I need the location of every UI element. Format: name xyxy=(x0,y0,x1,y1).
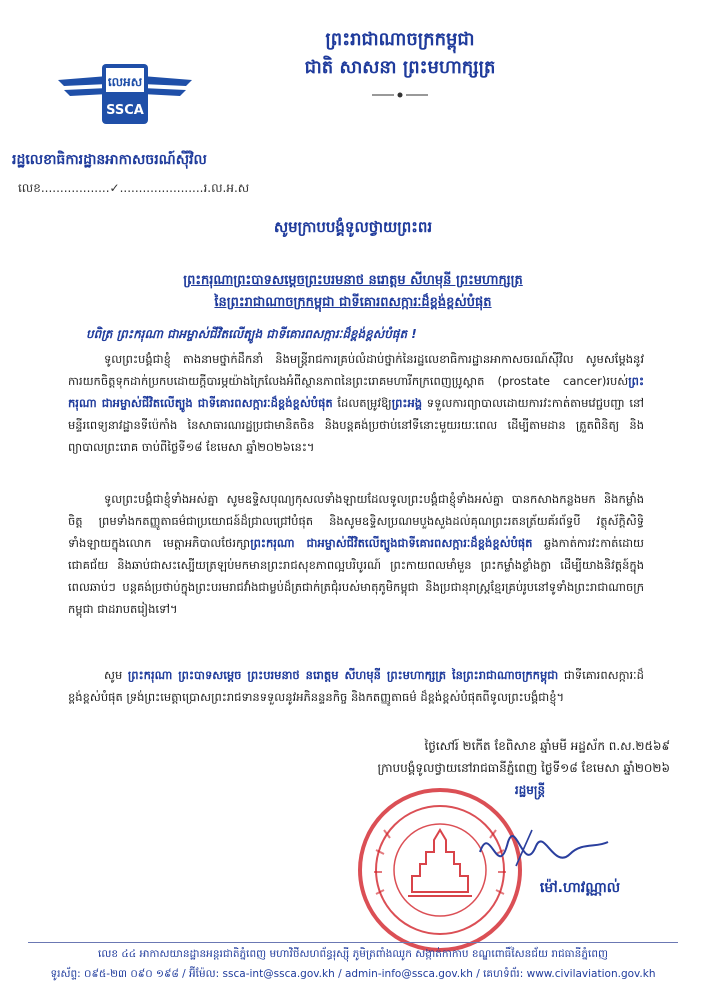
body-paragraph-3 xyxy=(68,664,644,708)
p3-text-a: សូម xyxy=(104,668,128,682)
agency-name: រដ្ឋលេខាធិការដ្ឋានអាកាសចរណ៍ស៊ីវិល xyxy=(12,152,207,168)
body-paragraph-2 xyxy=(68,488,644,620)
p1-text-c: ដែលតម្រូវឱ្យ xyxy=(332,396,392,410)
kingdom-heading: ព្រះរាជាណាចក្រកម្ពុជា xyxy=(325,29,475,50)
salutation: បពិត្រ ព្រះករុណា ជាអម្ចាស់ជីវិតលើត្បូង ជាទីគោរពសក្ការៈដ៏ខ្ពង់ខ្ពស់បំផុត ! xyxy=(86,327,417,341)
solar-date: ក្រាបបង្គំទូលថ្វាយនៅរាជធានីភ្នំពេញ ថ្ងៃទី១៨ ខែមេសា ឆ្នាំ២០២៦ xyxy=(377,761,670,775)
body-paragraph-1 xyxy=(68,348,644,458)
p3-text-c: ជាទីគោរពសក្ការៈដ៏ខ្ពង់ខ្ពស់បំផុត ទ្រង់ព្រះមេត្តាប្រោសព្រះរាជទានទទួលនូវអភិនន្ទនកិច្ច និងកតញ្ញូតាធម៌ ដ៏ខ្ពង់ខ្ពស់បំផុតពីទូលព្រះបង្គំជាខ្ញុំ។ xyxy=(68,668,644,704)
addressee-line-2: នៃព្រះរាជាណាចក្រកម្ពុជា ជាទីគោរពសក្ការៈដ៏ខ្ពង់ខ្ពស់បំផុត xyxy=(214,295,492,310)
p2-highlight: ព្រះករុណា ជាអម្ចាស់ជីវិតលើត្បូងជាទីគោរពសក្ការៈដ៏ខ្ពង់ខ្ពស់បំផុត xyxy=(250,536,533,550)
national-motto: ជាតិ សាសនា ព្រះមហាក្សត្រ xyxy=(304,57,496,78)
logo-khmer-text: លេអស xyxy=(107,75,143,89)
lunar-date: ថ្ងៃសៅរ៍ ២កើត ខែពិសាខ ឆ្នាំមមី អដ្ឋស័ក ព.ស.២៥៦៩ xyxy=(424,739,670,753)
p3-highlight: ព្រះករុណា ព្រះបាទសម្តេច ព្រះបរមនាថ នរោត្តម សីហមុនី ព្រះមហាក្សត្រ នៃព្រះរាជាណាចក្រកម្ពុជា xyxy=(127,668,559,682)
footer-address: លេខ ៤៤ អាកាសយានដ្ឋានអន្តរជាតិភ្នំពេញ មហាវិថីសហព័ន្ធរុស្ស៊ី ភូមិត្រពាំងឈូក សង្កាត់កាកាប ខណ្ឌពោធិ៍សែនជ័យ រាជធានីភ្នំពេញ xyxy=(97,948,608,960)
p2-text-a: ទូលព្រះបង្គំជាខ្ញុំទាំងអស់គ្នា សូមឧទ្ទិសបុណ្យកុសលទាំងឡាយដែលទូលព្រះបង្គំជាខ្ញុំទាំងអស់គ្នា បានកសាងកន្លងមក និងកម្លាំងចិត្ត ព្រមទាំងកតញ្ញូតាធម៌ជាប្រយោជន៍ដ៏ជ្រាលជ្រៅបំផុត និងសូមឧទ្ទិសប្រណមបួងសួងដល់គុណព្រះរតនត្រ័យគ័រព័ទ្ធបី វត្ថុស័ក្តិសិទ្ធិទាំងឡាយក្នុងលោក មេត្តាអភិបាលថែរក្សា xyxy=(68,492,644,550)
ornament-divider xyxy=(370,88,430,102)
p2-text-c: ឆ្លងកាត់ការវះកាត់ដោយជោគជ័យ និងឆាប់ជាសះស្បើយត្រឡប់មកមានព្រះរាជសុខភាពល្អបរិបូរណ៍ ព្រះកាយពលមាំមួន ព្រះកម្លាំងខ្លាំងក្លា ដើម្បីយាងនិវត្តន៍ក្នុងពេលឆាប់ៗ បន្តគង់ប្រថាប់ក្នុងព្រះបរមរាជវាំងជាម្លប់ដ៏ត្រជាក់ត្រជុំរបស់មាតុភូមិកម្ពុជា និងប្រជានុរាស្ត្រខ្មែរគ្រប់រូបនៅទូទាំងព្រះរាជាណាចក្រកម្ពុជា ជាដរាបតរៀងទៅ។ xyxy=(68,536,645,616)
footer-divider xyxy=(28,942,678,943)
footer-contact: ទូរស័ព្ទ: ០៩៥-២៣ ០៩០ ១៩៨ / អ៊ីម៉ែល: ssca-int@ssca.gov.kh / admin-info@ssca.gov.kh / គេហទំព័រ: www.civilaviation.gov.kh xyxy=(50,968,656,980)
p1-text-a: ទូលព្រះបង្គំជាខ្ញុំ តាងនាមថ្នាក់ដឹកនាំ និងមន្ត្រីរាជការគ្រប់លំដាប់ថ្នាក់នៃរដ្ឋលេខាធិការដ្ឋានអាកាសចរណ៍ស៊ីវិល សូមសម្តែងនូវការយកចិត្តទុកដាក់ប្រកបដោយក្តីបារម្ភយ៉ាងក្រៃលែងអំពីស្ថានភាពនៃព្រះរោគមហារីកក្រពេញប្រូស្តាត (prostate cancer)របស់ xyxy=(68,352,644,388)
p1-highlight-2: ព្រះអង្គ xyxy=(391,396,423,410)
reference-number: លេខ..................✓......................រ.ល.អ.ស xyxy=(18,181,250,195)
addressee-line-1: ព្រះករុណាព្រះបាទសម្តេចព្រះបរមនាថ នរោត្តម សីហមុនី ព្រះមហាក្សត្រ xyxy=(183,273,523,288)
letter-subject: សូមក្រាបបង្គំទូលថ្វាយព្រះពរ xyxy=(273,218,433,236)
signer-name: ម៉ៅ.ហាវណ្ណាល់ xyxy=(539,880,621,896)
signer-role: រដ្ឋមន្ត្រី xyxy=(514,783,546,797)
p1-text-e: ទទួលការព្យាបាលដោយការវះកាត់តាមវេជ្ជបញ្ជា នៅមន្ទីរពេទ្យនាវដ្ឋានទីប៉េកាំង នៃសាធារណរដ្ឋប្រជាមានិតចិន និងបន្តគង់ប្រថាប់នៅទីនោះមួយរយៈពេល ដើម្បីតាមដាន ត្រួតពិនិត្យ និងព្យាបាលព្រះរោគ ចាប់ពីថ្ងៃទី១៨ ខែមេសា ឆ្នាំ២០២៦នេះ។ xyxy=(68,396,644,454)
ssca-logo xyxy=(50,38,200,148)
p1-highlight-1: ព្រះករុណា ជាអម្ចាស់ជីវិតលើត្បូង ជាទីគោរពសក្ការៈដ៏ខ្ពង់ខ្ពស់បំផុត xyxy=(68,374,644,410)
logo-latin-text: SSCA xyxy=(106,103,144,118)
